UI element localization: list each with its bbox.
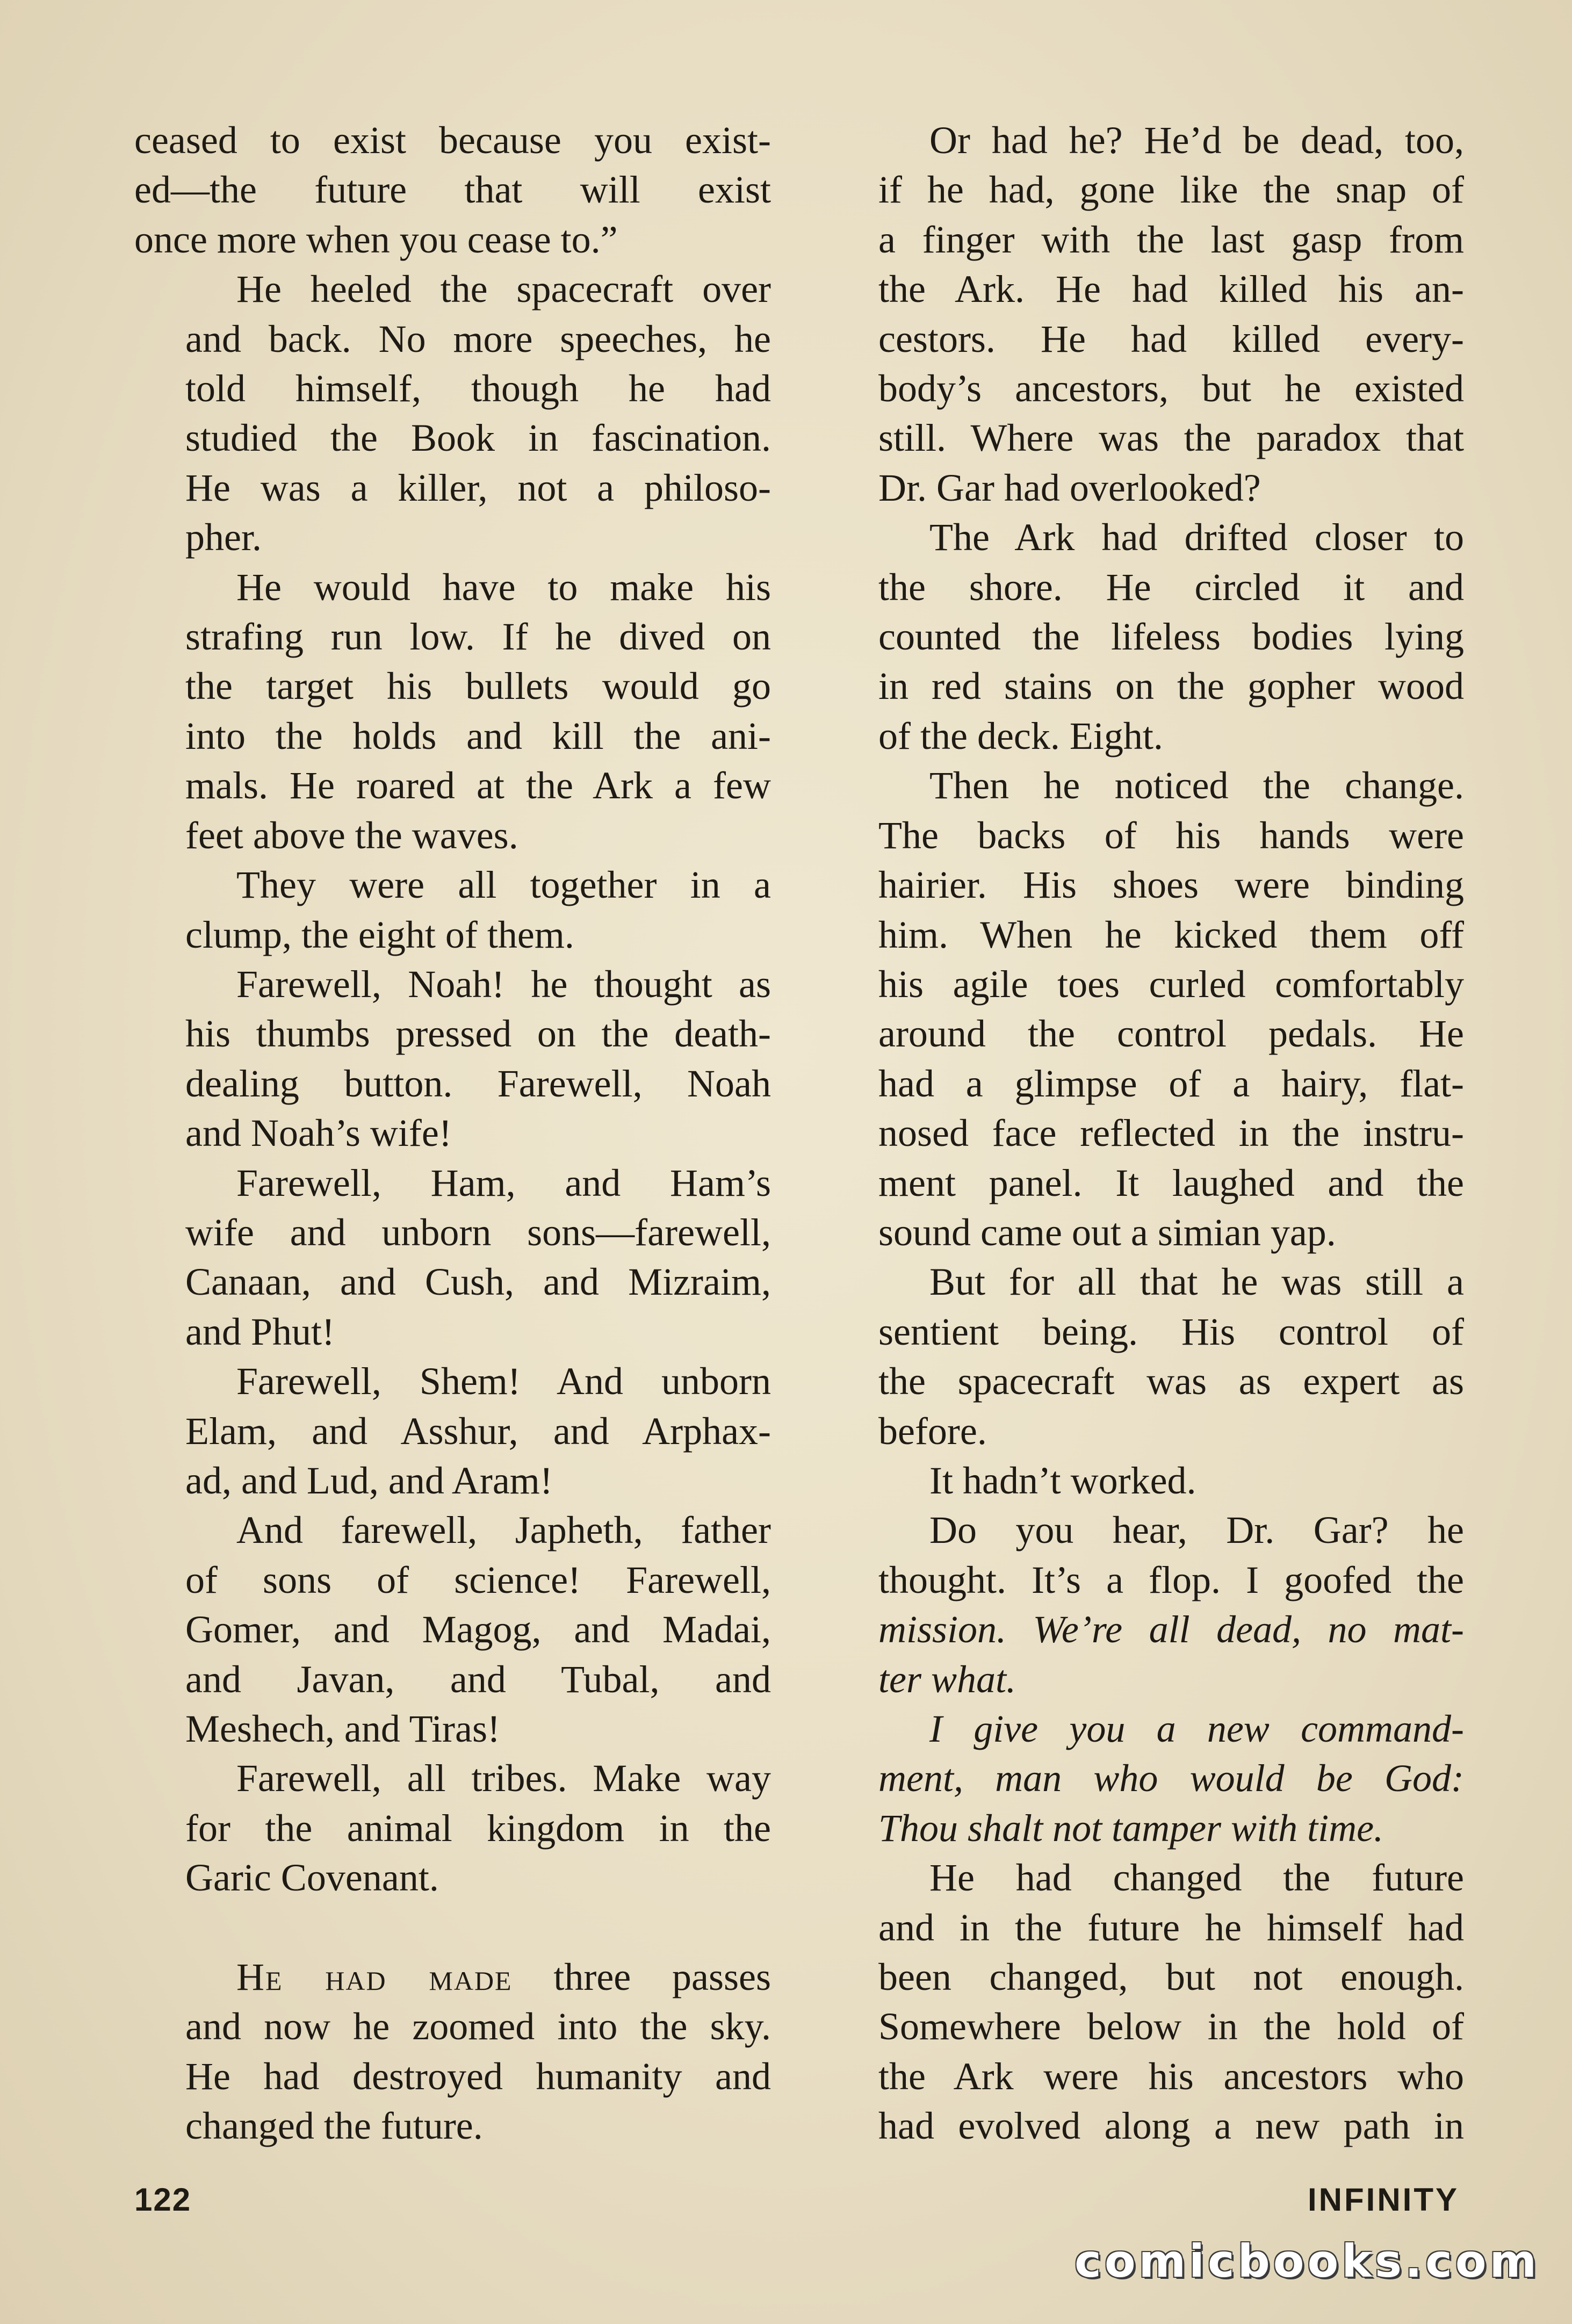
text-line: his agile toes curled comfortably — [878, 962, 1464, 1006]
text-line: But for all that he was still a — [929, 1260, 1464, 1304]
text-line: him. When he kicked them off — [878, 913, 1464, 956]
text-line: He would have to make his — [236, 565, 771, 609]
text-line: told himself, though he had — [185, 367, 771, 410]
text-line: Thou shalt not tamper with time. — [878, 1806, 1384, 1850]
text-line: sound came out a simian yap. — [878, 1210, 1336, 1254]
text-line: clump, the eight of them. — [185, 913, 574, 956]
text-line: still. Where was the paradox that — [878, 416, 1464, 460]
text-line: around the control pedals. He — [878, 1012, 1464, 1056]
text-line: And farewell, Japheth, father — [236, 1509, 771, 1552]
text-line: Somewhere below in the hold of — [878, 2005, 1464, 2048]
section-break-paragraph — [134, 1952, 771, 2151]
text-line: if he had, gone like the snap of — [878, 168, 1464, 212]
paragraph — [134, 1158, 771, 1357]
text-line: wife and unborn sons—farewell, — [185, 1210, 771, 1254]
text-line: Farewell, Noah! he thought as — [236, 962, 771, 1006]
text-line: nosed face reflected in the instru- — [878, 1112, 1464, 1155]
text-line: and Phut! — [185, 1310, 335, 1353]
text-line: He was a killer, not a philoso- — [185, 466, 771, 509]
text-line: his thumbs pressed on the death- — [185, 1012, 771, 1056]
text-line: in red stains on the gopher wood — [878, 665, 1464, 708]
text-line: pher. — [185, 516, 262, 559]
text-line: Meshech, and Tiras! — [185, 1707, 500, 1750]
text-line: ment panel. It laughed and the — [878, 1161, 1464, 1204]
paragraph — [827, 1456, 1464, 1505]
first-line-rest: three passes — [512, 1955, 771, 1999]
text-line: ter what. — [878, 1657, 1016, 1701]
text-line: a finger with the last gasp from — [878, 218, 1464, 261]
text-line: sentient being. His control of — [878, 1310, 1464, 1353]
text-line: had evolved along a new path in — [878, 2104, 1464, 2148]
paragraph — [134, 116, 771, 264]
text-line: He had changed the future — [929, 1856, 1464, 1900]
text-line: and Javan, and Tubal, and — [185, 1657, 771, 1701]
text-line: ed—the future that will exist — [134, 168, 771, 212]
text-line — [134, 1952, 771, 2002]
text-line: Or had he? He’d be dead, too, — [929, 119, 1464, 162]
text-line: of the deck. Eight. — [878, 714, 1163, 757]
watermark: comicbooks.com — [1075, 2235, 1540, 2287]
text-line: He heeled the spacecraft over — [236, 268, 771, 311]
text-line: mals. He roared at the Ark a few — [185, 764, 771, 807]
paragraph — [134, 1356, 771, 1505]
text-line: cestors. He had killed every- — [878, 317, 1464, 360]
paragraph — [134, 959, 771, 1158]
text-line: Farewell, all tribes. Make way — [236, 1757, 771, 1800]
text-line: dealing button. Farewell, Noah — [185, 1062, 771, 1105]
text-line: the shore. He circled it and — [878, 565, 1464, 609]
text-line: once more when you cease to.” — [134, 218, 618, 261]
text-line: hairier. His shoes were binding — [878, 863, 1464, 907]
text-line: and back. No more speeches, he — [185, 317, 771, 360]
paragraph — [827, 1704, 1464, 1853]
text-line: strafing run low. If he dived on — [185, 615, 771, 659]
paragraph — [827, 761, 1464, 1257]
text-line: changed the future. — [185, 2104, 483, 2148]
text-line: been changed, but not enough. — [878, 1955, 1464, 1999]
text-line: counted the lifeless bodies lying — [878, 615, 1464, 659]
text-line: Then he noticed the change. — [929, 764, 1464, 807]
text-line: ceased to exist because you exist- — [134, 119, 771, 162]
page-number: 122 — [134, 2182, 192, 2218]
paragraph — [827, 1505, 1464, 1704]
paragraph — [827, 116, 1464, 513]
text-line: the target his bullets would go — [185, 665, 771, 708]
text-line: They were all together in a — [236, 863, 771, 907]
text-line: and now he zoomed into the sky. — [185, 2005, 771, 2048]
text-line: The Ark had drifted closer to — [929, 516, 1464, 559]
text-line: studied the Book in fascination. — [185, 416, 771, 460]
magazine-title: INFINITY — [1308, 2182, 1459, 2218]
text-line: Farewell, Ham, and Ham’s — [236, 1161, 771, 1204]
text-line: Dr. Gar had overlooked? — [878, 466, 1261, 509]
text-line: Farewell, Shem! And unborn — [236, 1360, 771, 1403]
paragraph — [827, 1853, 1464, 2150]
text-line: It hadn’t worked. — [929, 1459, 1196, 1502]
text-line: I give you a new command- — [929, 1707, 1464, 1750]
text-line: The backs of his hands were — [878, 813, 1464, 857]
text-line: He had destroyed humanity and — [185, 2054, 771, 2098]
text-line: the Ark. He had killed his an- — [878, 268, 1464, 311]
text-line: Do you hear, Dr. Gar? he — [929, 1509, 1464, 1552]
text-line: thought. It’s a flop. I goofed the — [878, 1558, 1464, 1601]
paragraph — [134, 1753, 771, 1902]
paragraph — [134, 264, 771, 562]
left-column — [134, 116, 771, 2151]
text-line: into the holds and kill the ani- — [185, 714, 771, 757]
text-line: ment, man who would be God: — [878, 1757, 1464, 1800]
text-line: and Noah’s wife! — [185, 1112, 452, 1155]
text-line: ad, and Lud, and Aram! — [185, 1459, 553, 1502]
text-line: Canaan, and Cush, and Mizraim, — [185, 1260, 771, 1304]
text-line: feet above the waves. — [185, 813, 518, 857]
text-line: of sons of science! Farewell, — [185, 1558, 771, 1601]
text-line: before. — [878, 1409, 987, 1453]
paragraph — [827, 513, 1464, 761]
paragraph — [134, 562, 771, 860]
text-line: the spacecraft was as expert as — [878, 1360, 1464, 1403]
text-line: Elam, and Asshur, and Arphax- — [185, 1409, 771, 1453]
text-line: mission. We’re all dead, no mat- — [878, 1608, 1464, 1651]
text-line: for the animal kingdom in the — [185, 1806, 771, 1850]
right-column — [827, 116, 1464, 2151]
text-line: Garic Covenant. — [185, 1856, 439, 1900]
text-line: the Ark were his ancestors who — [878, 2054, 1464, 2098]
text-line: Gomer, and Magog, and Madai, — [185, 1608, 771, 1651]
paragraph — [134, 860, 771, 959]
paragraph — [134, 1505, 771, 1753]
paragraph — [827, 1257, 1464, 1456]
smallcaps-lead: He had made — [236, 1955, 513, 1999]
text-line: body’s ancestors, but he existed — [878, 367, 1464, 410]
text-line: and in the future he himself had — [878, 1906, 1464, 1949]
text-line: had a glimpse of a hairy, flat- — [878, 1062, 1464, 1105]
